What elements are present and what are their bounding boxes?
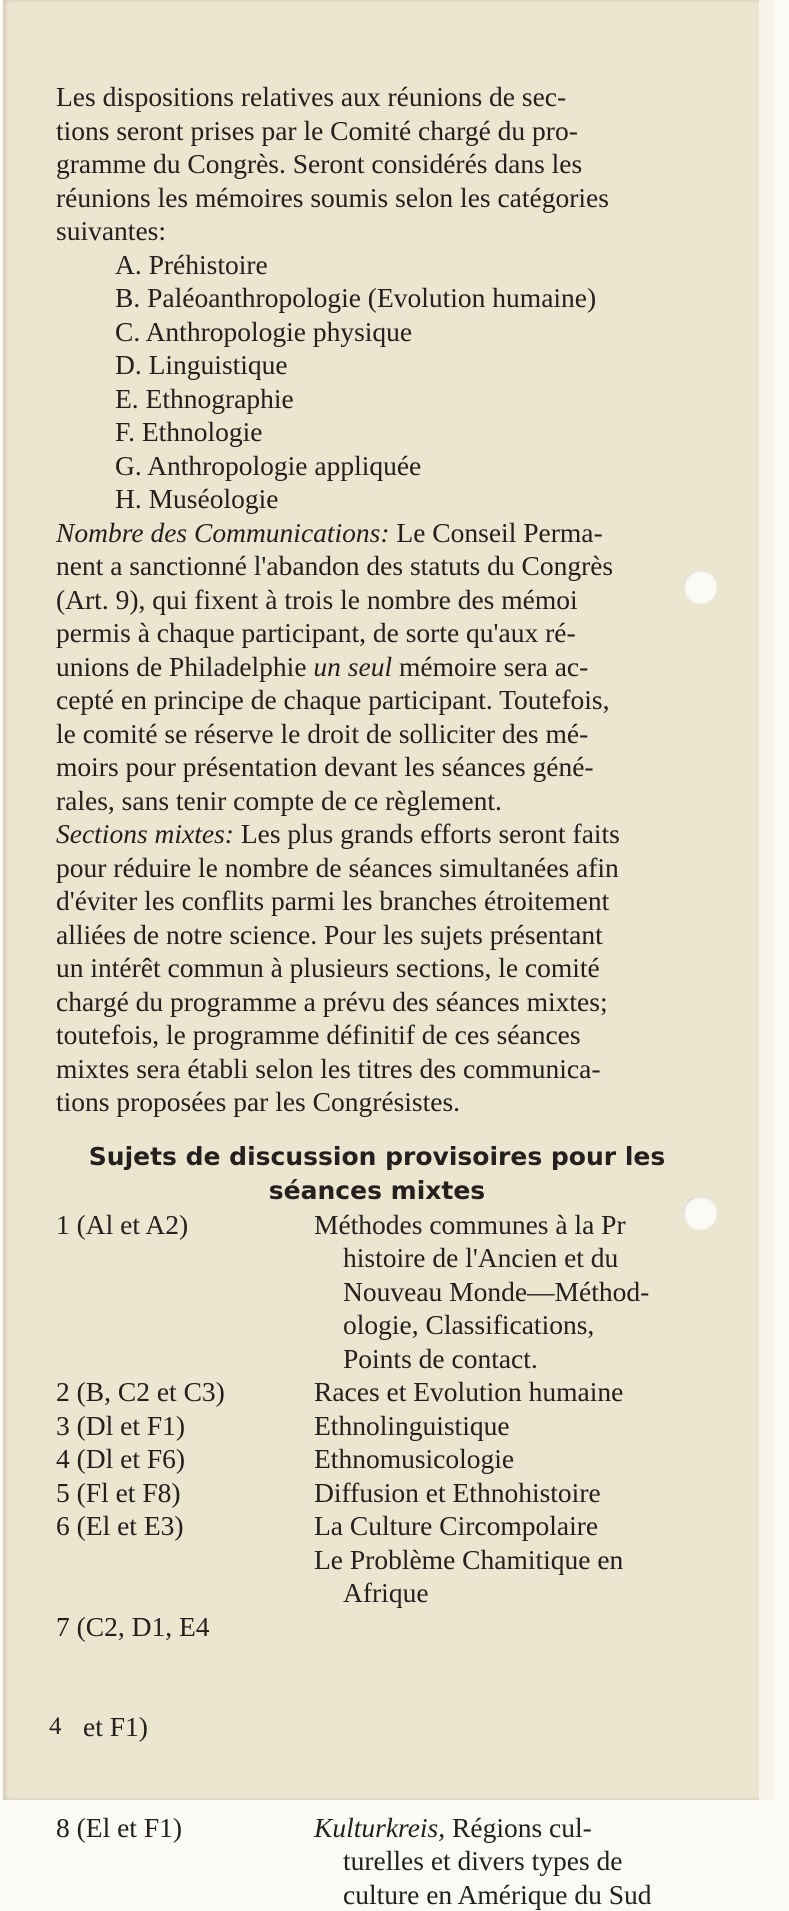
text-line — [314, 1811, 712, 1845]
topic-number: 1 (Al et A2) — [56, 1208, 314, 1376]
topic-row — [56, 1811, 712, 1911]
punch-hole — [683, 1196, 717, 1230]
text-line: permis à chaque participant, de sorte qu'aux ré- — [56, 616, 712, 650]
category-item: B. Paléoanthropologie (Evolution humaine) — [115, 281, 712, 315]
topic-description — [314, 1442, 712, 1476]
text-span: Les plus grands efforts seront faits — [234, 818, 620, 849]
text-line: tions proposées par les Congrésistes. — [56, 1085, 712, 1119]
text-line: et F1) — [56, 1710, 314, 1744]
text-line: réunions les mémoires soumis selon les catégories — [56, 181, 712, 215]
topic-description — [314, 1375, 712, 1409]
mixed-sections-label: Sections mixtes: — [56, 818, 234, 849]
topic-description — [314, 1409, 712, 1443]
category-item: C. Anthropologie physique — [115, 315, 712, 349]
text-span: unions de Philadelphie — [56, 651, 313, 682]
text-span: Le Conseil Perma- — [390, 517, 603, 548]
topic-description — [314, 1476, 712, 1510]
text-line: nent a sanctionné l'abandon des statuts du Congrès — [56, 549, 712, 583]
topic-description — [314, 1811, 712, 1911]
text-line: turelles et divers types de — [314, 1844, 712, 1878]
topic-number — [56, 1543, 314, 1811]
topic-number: 2 (B, C2 et C3) — [56, 1375, 314, 1409]
text-line: Afrique — [314, 1576, 712, 1610]
topics-heading — [56, 1140, 712, 1208]
page-number: 4 — [49, 1713, 62, 1741]
category-item: E. Ethnographie — [115, 382, 712, 416]
text-line: Méthodes communes à la Pr — [314, 1208, 712, 1242]
topic-number: 3 (Dl et F1) — [56, 1409, 314, 1443]
text-line: suivantes: — [56, 214, 712, 248]
text-line: tions seront prises par le Comité chargé du pro- — [56, 114, 712, 148]
emphasis-text: Kulturkreis, — [314, 1812, 445, 1843]
text-line: le comité se réserve le droit de solliciter des mé- — [56, 717, 712, 751]
document-page — [3, 0, 774, 1800]
category-item: F. Ethnologie — [115, 415, 712, 449]
communications-paragraph — [56, 516, 712, 818]
text-span: Régions cul- — [445, 1812, 592, 1843]
topic-description — [314, 1509, 712, 1543]
text-line — [56, 650, 712, 684]
category-item: G. Anthropologie appliquée — [115, 449, 712, 483]
text-line: ologie, Classifications, — [314, 1308, 712, 1342]
text-line: histoire de l'Ancien et du — [314, 1241, 712, 1275]
text-line — [56, 817, 712, 851]
text-line: pour réduire le nombre de séances simultanées afin — [56, 851, 712, 885]
text-line: Ethnomusicologie — [314, 1442, 712, 1476]
intro-paragraph — [56, 80, 712, 248]
topics-list — [56, 1208, 712, 1911]
text-span: mémoire sera ac- — [392, 651, 588, 682]
category-item: H. Muséologie — [115, 482, 712, 516]
text-line: un intérêt commun à plusieurs sections, le comité — [56, 951, 712, 985]
text-line: alliées de notre science. Pour les sujets présentant — [56, 918, 712, 952]
text-line: rales, sans tenir compte de ce règlement. — [56, 784, 712, 818]
text-line: culture en Amérique du Sud — [314, 1878, 712, 1911]
text-line: Points de contact. — [314, 1342, 712, 1376]
text-line: moirs pour présentation devant les séances géné- — [56, 750, 712, 784]
topic-number: 6 (El et E3) — [56, 1509, 314, 1543]
text-line: Diffusion et Ethnohistoire — [314, 1476, 712, 1510]
emphasis-text: un seul — [313, 651, 392, 682]
topic-row — [56, 1208, 712, 1376]
communications-label: Nombre des Communications: — [56, 517, 390, 548]
page-edge — [759, 0, 774, 1800]
topic-row — [56, 1476, 712, 1510]
text-line: toutefois, le programme définitif de ces séances — [56, 1018, 712, 1052]
category-item: A. Préhistoire — [115, 248, 712, 282]
page-content — [56, 80, 712, 1911]
text-line: d'éviter les conflits parmi les branches étroitement — [56, 884, 712, 918]
topic-row — [56, 1509, 712, 1543]
topic-description — [314, 1208, 712, 1376]
text-line: Le Problème Chamitique en — [314, 1543, 712, 1577]
text-line: Ethnolinguistique — [314, 1409, 712, 1443]
text-line: La Culture Circompolaire — [314, 1509, 712, 1543]
topic-row — [56, 1375, 712, 1409]
text-line: 7 (C2, D1, E4 — [56, 1610, 314, 1644]
text-line — [56, 516, 712, 550]
topic-number: 8 (El et F1) — [56, 1811, 314, 1911]
topic-row — [56, 1409, 712, 1443]
topic-row — [56, 1442, 712, 1476]
topic-row — [56, 1543, 712, 1811]
text-line: cepté en principe de chaque participant. Toutefois, — [56, 683, 712, 717]
text-line: gramme du Congrès. Seront considérés dans les — [56, 147, 712, 181]
text-line: Nouveau Monde—Méthod- — [314, 1275, 712, 1309]
text-line: (Art. 9), qui fixent à trois le nombre des mémoi — [56, 583, 712, 617]
topic-number: 5 (Fl et F8) — [56, 1476, 314, 1510]
topic-description — [314, 1543, 712, 1811]
category-item: D. Linguistique — [115, 348, 712, 382]
punch-hole — [683, 570, 717, 604]
text-line: mixtes sera établi selon les titres des communica- — [56, 1052, 712, 1086]
text-line: chargé du programme a prévu des séances mixtes; — [56, 985, 712, 1019]
text-line: Les dispositions relatives aux réunions de sec- — [56, 80, 712, 114]
category-list — [56, 248, 712, 516]
mixed-sections-paragraph — [56, 817, 712, 1119]
topic-number: 4 (Dl et F6) — [56, 1442, 314, 1476]
heading-line: Sujets de discussion provisoires pour les — [56, 1140, 698, 1174]
heading-line: séances mixtes — [56, 1174, 698, 1208]
text-line: Races et Evolution humaine — [314, 1375, 712, 1409]
